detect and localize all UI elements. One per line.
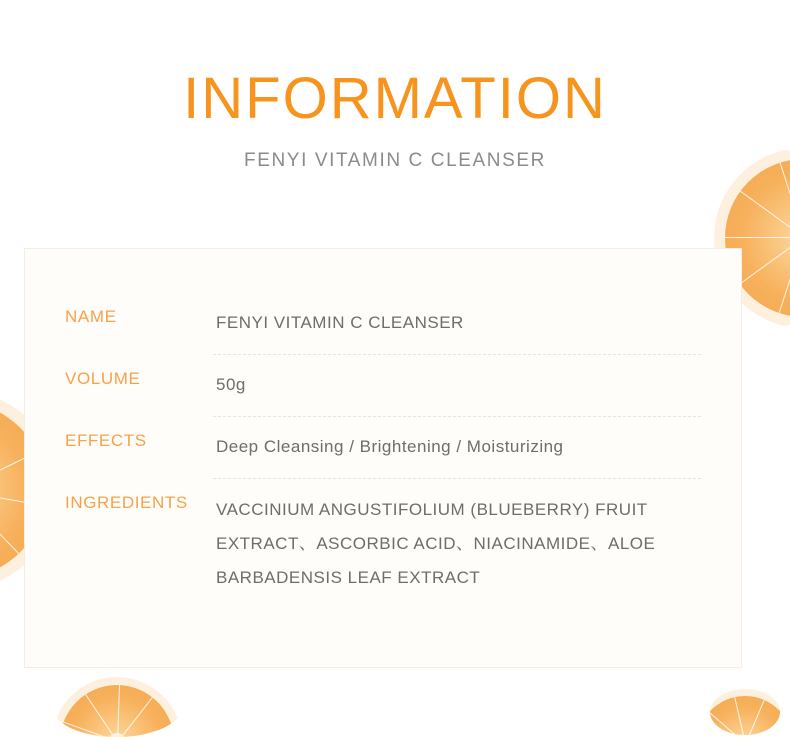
table-row [65, 355, 701, 416]
spec-value-name: FENYI VITAMIN C CLEANSER [216, 313, 464, 332]
page-header [0, 0, 790, 172]
page-title: INFORMATION [183, 66, 607, 131]
spec-label-ingredients: INGREDIENTS [65, 493, 188, 512]
table-row [65, 293, 701, 354]
table-row [65, 417, 701, 478]
page-subtitle: FENYI VITAMIN C CLEANSER [244, 150, 546, 171]
table-row [65, 479, 701, 611]
spec-value-ingredients: VACCINIUM ANGUSTIFOLIUM (BLUEBERRY) FRUIT EXTRACT、ASCORBIC ACID、NIACINAMIDE、ALOE BARBADENSIS LEAF EXTRACT [216, 500, 656, 587]
spec-value-volume: 50g [216, 375, 246, 394]
orange-slice-icon [710, 689, 780, 735]
spec-label-effects: EFFECTS [65, 431, 147, 450]
spec-label-volume: VOLUME [65, 369, 141, 388]
spec-value-effects: Deep Cleansing / Brightening / Moisturizing [216, 437, 564, 456]
spec-label-name: NAME [65, 307, 117, 326]
product-spec-table [65, 293, 701, 611]
orange-slice-icon [52, 677, 182, 737]
product-information-card [24, 248, 742, 668]
